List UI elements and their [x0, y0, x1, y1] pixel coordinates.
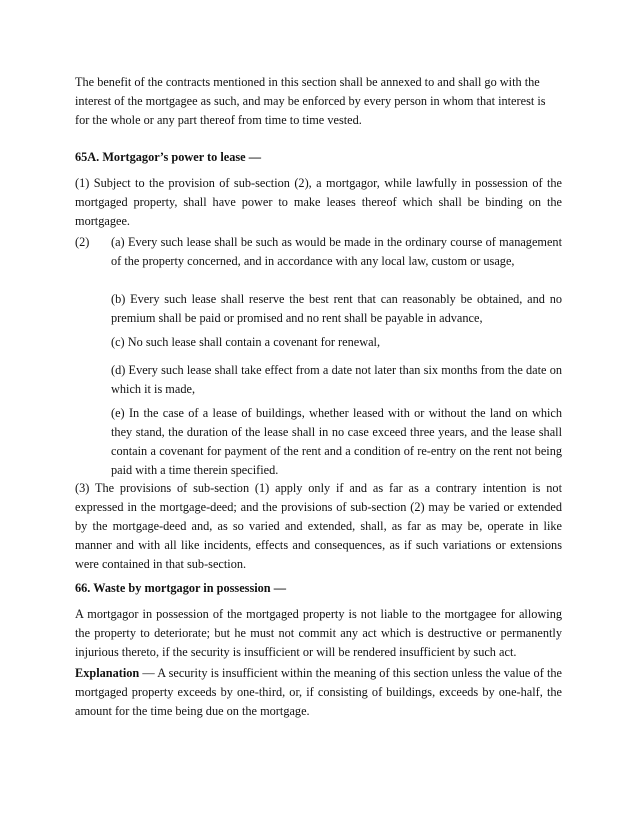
clause-e: (e) In the case of a lease of buildings, whether leased with or without the land on which they stand, the duration of the lease shall in no case exceed three years, and the lease shall contain a covenant for payment of the rent and a condition of re-entry on the rent not being paid with a time therein specified. — [111, 406, 562, 477]
section-66-heading: 66. Waste by mortgagor in possession — — [75, 581, 287, 595]
section-66-paragraph: A mortgagor in possession of the mortgaged property is not liable to the mortgagee for allowing the property to deteriorate; but he must not commit any act which is destructive or permanently injurious thereto, if the security is insufficient or will be rendered insufficient by such act. — [75, 607, 562, 659]
clause-d: (d) Every such lease shall take effect from a date not later than six months from the date on which it is made, — [111, 363, 562, 396]
clause-c: (c) No such lease shall contain a covenant for renewal, — [111, 335, 381, 349]
subsection-2-number: (2) — [75, 235, 90, 249]
clause-a: (a) Every such lease shall be such as would be made in the ordinary course of management of the property concerned, and in accordance with any local law, custom or usage, — [111, 235, 562, 268]
explanation-label: Explanation — [75, 666, 140, 680]
section-65a-subsection-3: (3) The provisions of sub-section (1) apply only if and as far as a contrary intention is not expressed in the mortgage-deed; and the provisions of sub-section (2) may be varied or extended by the mortgage-deed and, as so varied and extended, shall, as far as may be, operate in like manner and with all like incidents, effects and consequences, as if such variations or extensions were contained in that sub-section. — [75, 481, 562, 571]
section-65a-subsection-1: (1) Subject to the provision of sub-section (2), a mortgagor, while lawfully in possession of the mortgaged property, shall have power to make leases thereof which shall be binding on the mortgagee. — [75, 176, 562, 228]
clause-b: (b) Every such lease shall reserve the best rent that can reasonably be obtained, and no premium shall be paid or promised and no rent shall be payable in advance, — [111, 292, 562, 325]
explanation-text: — A security is insufficient within the meaning of this section unless the value of the mortgaged property exceeds by one-third, or, if consisting of buildings, exceeds by one-half, the amount for the time being due on the mortgage. — [75, 666, 562, 718]
section-65a-heading: 65A. Mortgagor’s power to lease — — [75, 150, 261, 164]
explanation-paragraph — [75, 664, 562, 721]
intro-paragraph: The benefit of the contracts mentioned in this section shall be annexed to and shall go with the interest of the mortgagee as such, and may be enforced by every person in whom that interest is for the whole or any part thereof from time to time vested. — [75, 75, 546, 127]
